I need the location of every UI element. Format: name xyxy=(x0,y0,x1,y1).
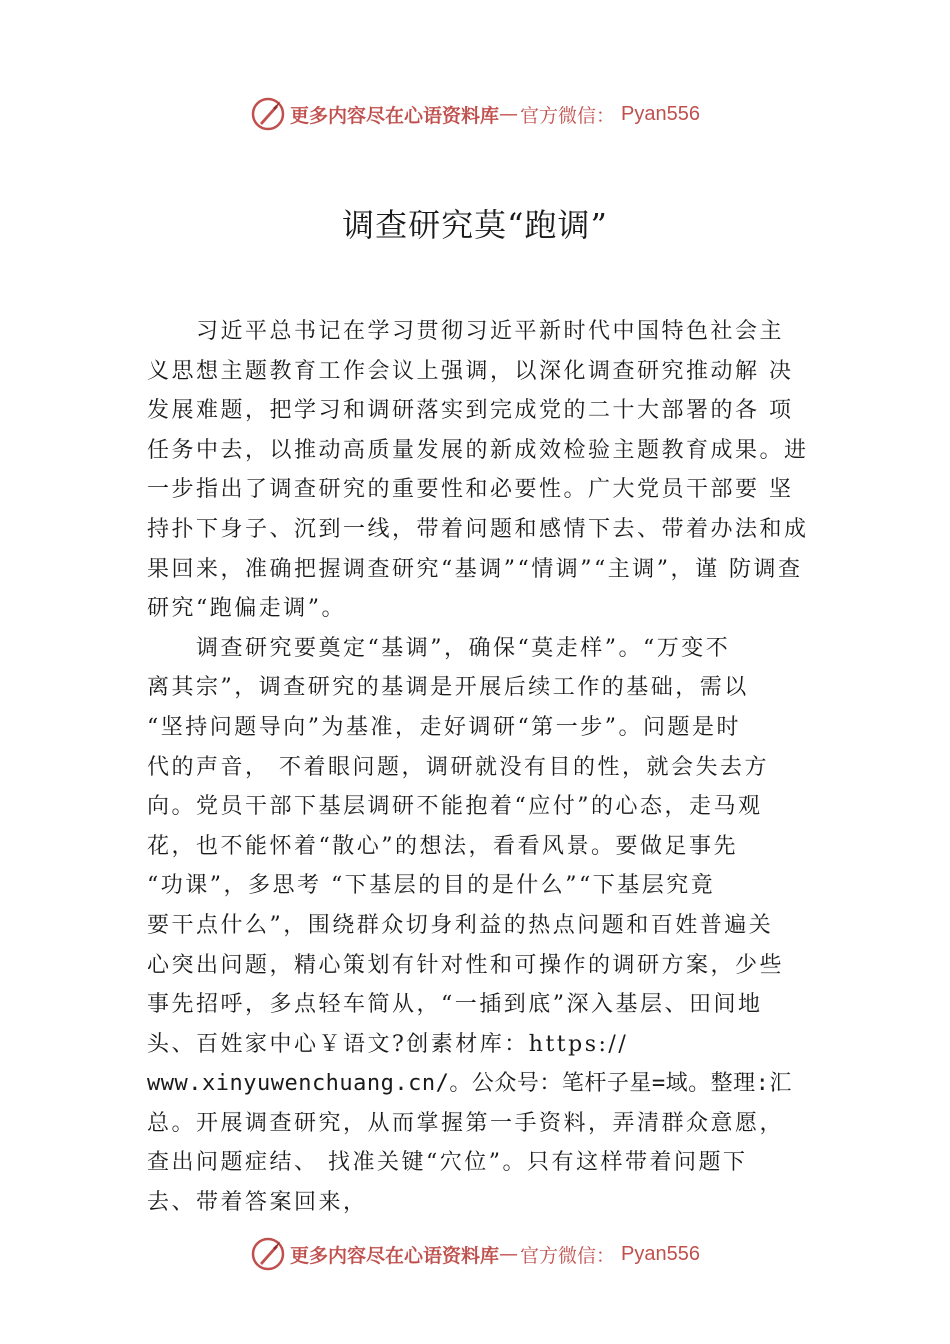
body-line: 查出问题症结、 找准关键“穴位”。只有这样带着问题下 xyxy=(147,1150,748,1176)
quill-logo-icon xyxy=(250,1236,286,1272)
body-line: 调查研究要奠定“基调”，确保“莫走样”。“万变不 xyxy=(147,635,731,661)
footer-banner xyxy=(0,1232,950,1276)
body-line: 事先招呼，多点轻车简从，“一插到底”深入基层、田间地 xyxy=(147,992,763,1018)
body-line: “坚持问题导向”为基准，走好调研“第一步”。问题是时 xyxy=(147,714,741,740)
document-body xyxy=(147,312,837,1223)
quill-logo-icon xyxy=(250,96,286,132)
body-line: 义思想主题教育工作会议上强调，以深化调查研究推动解 决 xyxy=(147,358,794,384)
banner-wechat-label: 官方微信： xyxy=(520,1244,616,1267)
body-line: 头、百姓家中心￥语文?创素材库：https:// xyxy=(147,1031,629,1057)
body-line: 习近平总书记在学习贯彻习近平新时代中国特色社会主 xyxy=(147,319,785,344)
body-line: 代的声音， 不着眼问题，调研就没有目的性，就会失去方 xyxy=(147,754,769,780)
body-line: 任务中去，以推动高质量发展的新成效检验主题教育成果。进 xyxy=(147,437,809,463)
header-banner xyxy=(0,92,950,136)
banner-wechat-id: Pyan556 xyxy=(621,1242,700,1265)
banner-separator: — xyxy=(499,1243,519,1265)
banner-wechat-label: 官方微信： xyxy=(520,104,616,127)
body-line-url: www.xinyuwenchuang.cn/。公众号：笔杆子星=域。整理:汇 xyxy=(147,1071,792,1097)
body-line: 研究“跑偏走调”。 xyxy=(147,596,346,622)
body-line: 发展难题，把学习和调研落实到完成党的二十大部署的各 项 xyxy=(147,398,794,424)
body-line: 总。开展调查研究，从而掌握第一手资料，弄清群众意愿， xyxy=(147,1110,785,1136)
banner-separator: — xyxy=(499,103,519,125)
body-line: “功课”，多思考 “下基层的目的是什么”“下基层究竟 xyxy=(147,873,716,899)
body-line: 离其宗”，调查研究的基调是开展后续工作的基础，需以 xyxy=(147,675,749,701)
body-line: 要干点什么”，围绕群众切身利益的热点问题和百姓普遍关 xyxy=(147,912,774,938)
banner-main-text: 更多内容尽在心语资料库 xyxy=(290,1244,500,1267)
body-line: 去、带着答案回来， xyxy=(147,1190,368,1216)
body-line: 持扑下身子、沉到一线，带着问题和感情下去、带着办法和成 xyxy=(147,516,809,542)
body-line: 花，也不能怀着“散心”的想法，看看风景。要做足事先 xyxy=(147,833,738,859)
banner-main-text: 更多内容尽在心语资料库 xyxy=(290,104,500,127)
body-line: 果回来，准确把握调查研究“基调”“情调”“主调”，谨 防调查 xyxy=(147,556,803,582)
body-line: 向。党员干部下基层调研不能抱着“应付”的心态，走马观 xyxy=(147,794,763,820)
document-title: 调查研究莫“跑调” xyxy=(342,206,608,244)
body-line: 一步指出了调查研究的重要性和必要性。广大党员干部要 坚 xyxy=(147,477,794,503)
banner-wechat-id: Pyan556 xyxy=(621,102,700,125)
body-line: 心突出问题，精心策划有针对性和可操作的调研方案，少些 xyxy=(147,952,785,978)
